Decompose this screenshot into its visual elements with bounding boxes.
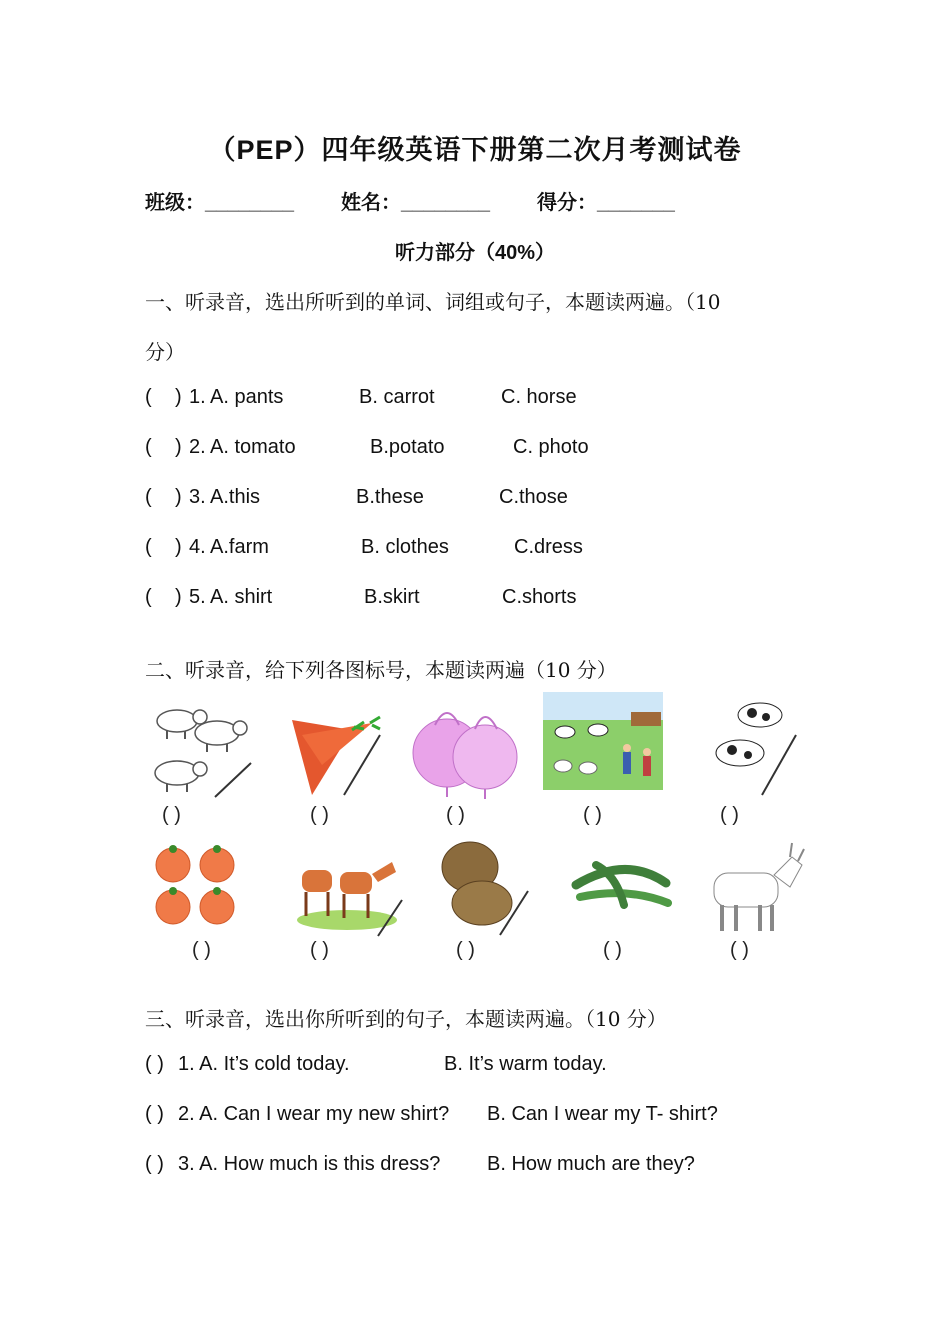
cow-icon — [700, 695, 820, 805]
answer-blank[interactable]: ( ) — [145, 1103, 164, 1125]
picture-answer-blank[interactable]: ( ) — [583, 804, 602, 826]
tomato-icon — [145, 835, 265, 945]
option-a: 3. A. How much is this dress? — [178, 1153, 441, 1175]
class-field[interactable]: 班级：________ — [145, 192, 294, 214]
part1-heading-cont: 分） — [145, 340, 185, 364]
green-beans-icon — [566, 835, 686, 945]
horse-icon — [292, 840, 412, 950]
option-b: B. Can I wear my T- shirt? — [487, 1103, 718, 1125]
answer-blank-open[interactable]: ( — [145, 586, 152, 608]
question-number: 1. — [189, 386, 206, 408]
option-c: C.dress — [514, 536, 583, 558]
option-a: 1. A. It’s cold today. — [178, 1053, 350, 1075]
picture-answer-blank[interactable]: ( ) — [720, 804, 739, 826]
option-c: C. horse — [501, 386, 577, 408]
option-a: 2. A. Can I wear my new shirt? — [178, 1103, 450, 1125]
onion-icon — [405, 695, 525, 805]
option-b: B. It’s warm today. — [444, 1053, 607, 1075]
answer-blank[interactable]: ( ) — [145, 1153, 164, 1175]
answer-blank-close[interactable]: ) — [175, 436, 182, 458]
option-a: A.farm — [210, 536, 269, 558]
option-b: B.potato — [370, 436, 445, 458]
answer-blank-close[interactable]: ) — [175, 386, 182, 408]
page-title: （PEP）四年级英语下册第二次月考测试卷 — [208, 135, 742, 165]
answer-blank[interactable]: ( ) — [145, 1053, 164, 1075]
sheep-icon — [145, 695, 265, 805]
potato-icon — [430, 835, 550, 945]
answer-blank-open[interactable]: ( — [145, 386, 152, 408]
answer-blank-close[interactable]: ) — [175, 536, 182, 558]
question-number: 4. — [189, 536, 206, 558]
picture-answer-blank[interactable]: ( ) — [603, 939, 622, 961]
answer-blank-close[interactable]: ) — [175, 486, 182, 508]
question-number: 5. — [189, 586, 206, 608]
listening-section-title: 听力部分（40%） — [394, 242, 556, 264]
picture-answer-blank[interactable]: ( ) — [446, 804, 465, 826]
answer-blank-open[interactable]: ( — [145, 536, 152, 558]
option-b: B. How much are they? — [487, 1153, 695, 1175]
part1-heading: 一、听录音，选出所听到的单词、词组或句子，本题读两遍。（10 — [145, 290, 721, 314]
option-a: A.this — [210, 486, 261, 508]
question-number: 3. — [189, 486, 206, 508]
goat-icon — [700, 835, 820, 945]
option-b: B. clothes — [361, 536, 449, 558]
option-a: A. tomato — [210, 436, 296, 458]
question-number: 2. — [189, 436, 206, 458]
farm-icon — [543, 692, 663, 802]
score-field[interactable]: 得分：_______ — [537, 192, 675, 214]
option-b: B. carrot — [359, 386, 435, 408]
picture-answer-blank[interactable]: ( ) — [310, 804, 329, 826]
part2-heading: 二、听录音，给下列各图标号，本题读两遍（10 分） — [145, 658, 617, 682]
option-b: B.skirt — [364, 586, 420, 608]
option-a: A. shirt — [210, 586, 273, 608]
option-b: B.these — [356, 486, 424, 508]
name-field[interactable]: 姓名：________ — [341, 192, 490, 214]
option-c: C.those — [499, 486, 568, 508]
answer-blank-open[interactable]: ( — [145, 436, 152, 458]
carrot-icon — [282, 695, 402, 805]
picture-answer-blank[interactable]: ( ) — [730, 939, 749, 961]
picture-answer-blank[interactable]: ( ) — [310, 939, 329, 961]
option-c: C. photo — [513, 436, 589, 458]
part3-heading: 三、听录音，选出你所听到的句子，本题读两遍。（10 分） — [145, 1007, 667, 1031]
answer-blank-open[interactable]: ( — [145, 486, 152, 508]
option-a: A. pants — [210, 386, 284, 408]
option-c: C.shorts — [502, 586, 577, 608]
picture-answer-blank[interactable]: ( ) — [456, 939, 475, 961]
picture-answer-blank[interactable]: ( ) — [162, 804, 181, 826]
picture-answer-blank[interactable]: ( ) — [192, 939, 211, 961]
answer-blank-close[interactable]: ) — [175, 586, 182, 608]
